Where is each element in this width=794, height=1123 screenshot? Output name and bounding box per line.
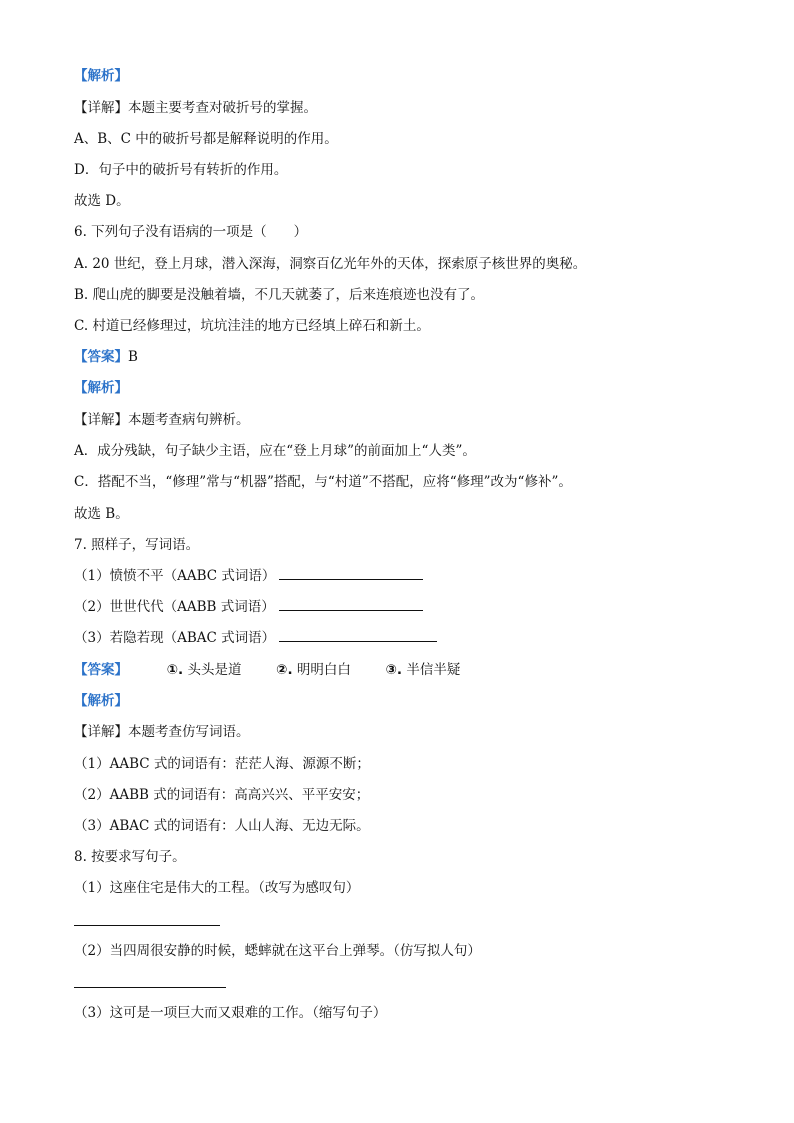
choice-text: 故选 D。: [74, 193, 130, 209]
explanation-text: （2）AABB 式的词语有：高高兴兴、平平安安；: [74, 787, 370, 803]
question-7-item-2: （2）世世代代（AABB 式词语）: [74, 598, 423, 616]
answer-tag: 【答案】: [74, 349, 128, 365]
detail-text: 【详解】本题主要考查对破折号的掌握。: [74, 100, 317, 116]
question-8-item-2: （2）当四周很安静的时候，蟋蟀就在这平台上弹琴。（仿写拟人句）: [74, 943, 481, 959]
explanation-text: C．搭配不当，“修理”常与“机器”搭配，与“村道”不搭配，应将“修理”改为“修补”。: [74, 474, 572, 490]
answer-blank[interactable]: [279, 629, 437, 642]
answer-line: [74, 348, 138, 366]
analysis-heading: 【解析】: [74, 380, 128, 396]
answer-value: B: [128, 349, 138, 365]
answer-line: 【答案】 ①. 头头是道 ②. 明明白白 ③. 半信半疑: [74, 662, 461, 678]
option-c: C. 村道已经修理过，坑坑洼洼的地方已经填上碎石和新土。: [74, 318, 430, 334]
question-8-title: 8. 按要求写句子。: [74, 849, 186, 865]
detail-text: 【详解】本题考查病句辨析。: [74, 412, 250, 428]
detail-text: 【详解】本题考查仿写词语。: [74, 724, 250, 740]
answer-blank[interactable]: [74, 925, 220, 926]
question-8-item-1: （1）这座住宅是伟大的工程。（改写为感叹句）: [74, 880, 360, 896]
choice-text: 故选 B。: [74, 506, 129, 522]
explanation-text: D．句子中的破折号有转折的作用。: [74, 162, 288, 178]
option-b: B. 爬山虎的脚要是没触着墙，不几天就萎了，后来连痕迹也没有了。: [74, 287, 485, 303]
explanation-text: （3）ABAC 式的词语有：人山人海、无边无际。: [74, 818, 370, 834]
option-a: A. 20 世纪，登上月球，潜入深海，洞察百亿光年外的天体，探索原子核世界的奥秘。: [74, 256, 587, 272]
question-7-title: 7. 照样子，写词语。: [74, 537, 200, 553]
question-7-item-1: （1）愤愤不平（AABC 式词语）: [74, 567, 423, 585]
question-6-title: 6. 下列句子没有语病的一项是（ ）: [74, 224, 308, 240]
answer-item: 头头是道: [187, 662, 242, 678]
answer-blank[interactable]: [279, 567, 423, 580]
analysis-heading: 【解析】: [74, 693, 128, 709]
analysis-heading: 【解析】: [74, 68, 128, 84]
question-7-item-3: （3）若隐若现（ABAC 式词语）: [74, 629, 437, 647]
explanation-text: A、B、C 中的破折号都是解释说明的作用。: [74, 131, 338, 147]
explanation-text: （1）AABC 式的词语有：茫茫人海、源源不断；: [74, 756, 370, 772]
answer-blank[interactable]: [74, 987, 226, 988]
explanation-text: A．成分残缺，句子缺少主语，应在“登上月球”的前面加上“人类”。: [74, 443, 476, 459]
answer-item: 半信半疑: [406, 662, 461, 678]
answer-item: 明明白白: [296, 662, 351, 678]
answer-tag: 【答案】: [74, 662, 128, 678]
question-8-item-3: （3）这可是一项巨大而又艰难的工作。（缩写句子）: [74, 1005, 387, 1021]
answer-blank[interactable]: [279, 598, 423, 611]
